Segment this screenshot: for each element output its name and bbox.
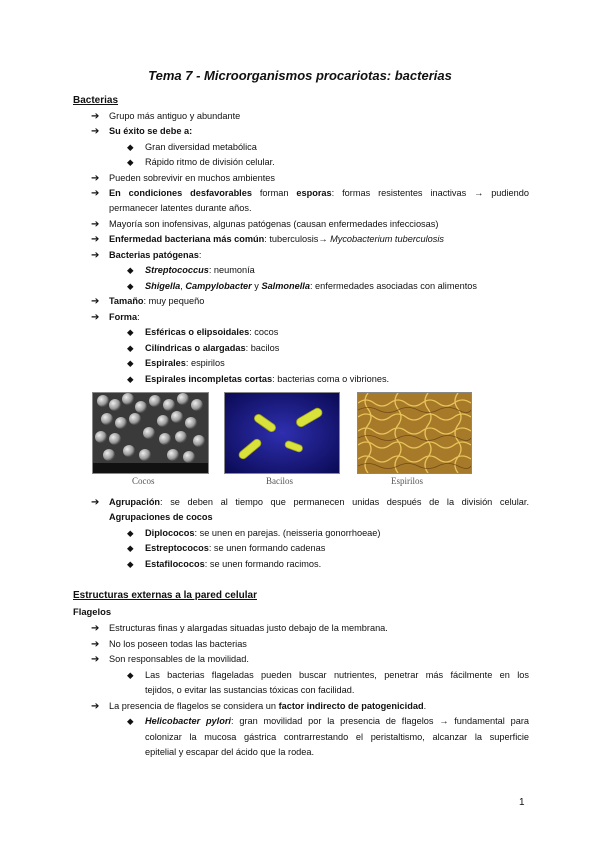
list-item: ◆ Las bacterias flageladas pueden buscar nutrientes, penetrar más fácilmente en los (127, 668, 529, 683)
list-item: ➔ Estructuras finas y alargadas situadas justo debajo de la membrana. (91, 623, 388, 634)
list-item-continuation: epitelial y escapar del ácido que la rodea. (145, 747, 315, 757)
section-heading-estructuras: Estructuras externas a la pared celular (73, 590, 257, 601)
list-item: ◆ Diplococos: se unen en parejas. (neisseria gonorrhoeae) (127, 526, 529, 541)
image-caption: Cocos (132, 476, 155, 486)
image-caption: Espirilos (391, 476, 424, 486)
list-item: ➔ Son responsables de la movilidad. (91, 654, 249, 665)
diamond-icon: ◆ (127, 670, 134, 680)
diamond-icon: ◆ (127, 543, 134, 553)
list-item: ➔ Mayoría son inofensivas, algunas patógenas (causan enfermedades infecciosas) (91, 219, 439, 230)
arrow-icon: ➔ (91, 250, 100, 261)
diamond-icon: ◆ (127, 157, 134, 167)
arrow-icon: ➔ (91, 126, 100, 137)
list-item: ➔ Grupo más antiguo y abundante (91, 111, 241, 122)
arrow-icon: ➔ (91, 497, 100, 508)
page-title: Tema 7 - Microorganismos procariotas: bacterias (148, 68, 452, 83)
list-item-continuation: colonizar la mucosa gástrica contrarrestando el peristaltismo, alcanzar la superficie (145, 732, 529, 742)
list-item: ◆ Espirales: espirilos (127, 356, 529, 371)
arrow-icon: ➔ (91, 623, 100, 634)
diamond-icon: ◆ (127, 142, 134, 152)
arrow-icon: ➔ (91, 234, 100, 245)
list-item: ➔ Pueden sobrevivir en muchos ambientes (91, 173, 275, 184)
diamond-icon: ◆ (127, 716, 134, 726)
list-item: ➔ Enfermedad bacteriana más común: tuberculosis→ Mycobacterium tuberculosis (91, 234, 444, 245)
diamond-icon: ◆ (127, 281, 134, 291)
diamond-icon: ◆ (127, 343, 134, 353)
list-item: ➔ Su éxito se debe a: (91, 126, 193, 137)
arrow-icon: ➔ (91, 701, 100, 712)
list-item: ➔ En condiciones desfavorables forman esporas: formas resistentes inactivas → pudiendo (91, 188, 529, 199)
list-item: ➔ La presencia de flagelos se considera un factor indirecto de patogenicidad. (91, 701, 427, 712)
list-item: ➔ Tamaño: muy pequeño (91, 296, 205, 307)
arrow-icon: ➔ (91, 219, 100, 230)
list-item: ➔ No los poseen todas las bacterias (91, 639, 247, 650)
page-number: 1 (519, 797, 525, 808)
sub-heading: Agrupaciones de cocos (109, 512, 213, 522)
image-caption: Bacilos (266, 476, 293, 486)
arrow-icon: ➔ (91, 639, 100, 650)
list-item: ◆ Estreptococos: se unen formando cadenas (127, 541, 529, 556)
diamond-icon: ◆ (127, 374, 134, 384)
section-heading-bacterias: Bacterias (73, 95, 119, 106)
arrow-icon: ➔ (91, 173, 100, 184)
bacilos-micrograph (224, 392, 340, 474)
list-item: ◆ Esféricas o elipsoidales: cocos (127, 325, 529, 340)
list-item: ◆ Rápido ritmo de división celular. (127, 155, 529, 170)
list-item: ➔ Bacterias patógenas: (91, 250, 202, 261)
arrow-icon: ➔ (91, 111, 100, 122)
list-item: ◆ Helicobacter pylori: gran movilidad por la presencia de flagelos → fundamental para (127, 714, 529, 729)
espirilos-micrograph (357, 392, 472, 474)
arrow-icon: ➔ (91, 296, 100, 307)
subsection-heading-flagelos: Flagelos (73, 606, 112, 617)
list-item: ◆ Cilíndricas o alargadas: bacilos (127, 341, 529, 356)
list-item: ➔ Forma: (91, 312, 140, 323)
diamond-icon: ◆ (127, 358, 134, 368)
diamond-icon: ◆ (127, 528, 134, 538)
list-item-continuation: permanecer latentes durante años. (109, 203, 252, 213)
list-item: ◆ Shigella, Campylobacter y Salmonella: enfermedades asociadas con alimentos (127, 279, 529, 294)
arrow-icon: ➔ (91, 312, 100, 323)
list-item: ➔ Agrupación: se deben al tiempo que permanecen unidas después de la división celular. (91, 497, 529, 508)
list-item: ◆ Streptococcus: neumonía (127, 263, 529, 278)
arrow-icon: ➔ (91, 654, 100, 665)
list-item: ◆ Espirales incompletas cortas: bacterias coma o vibriones. (127, 372, 529, 387)
diamond-icon: ◆ (127, 265, 134, 275)
arrow-icon: ➔ (91, 188, 100, 199)
list-item-continuation: tejidos, o evitar las sustancias tóxicas con facilidad. (145, 685, 355, 695)
diamond-icon: ◆ (127, 327, 134, 337)
diamond-icon: ◆ (127, 559, 134, 569)
cocos-micrograph (92, 392, 209, 474)
list-item: ◆ Gran diversidad metabólica (127, 140, 529, 155)
list-item: ◆ Estafilococos: se unen formando racimos. (127, 557, 529, 572)
